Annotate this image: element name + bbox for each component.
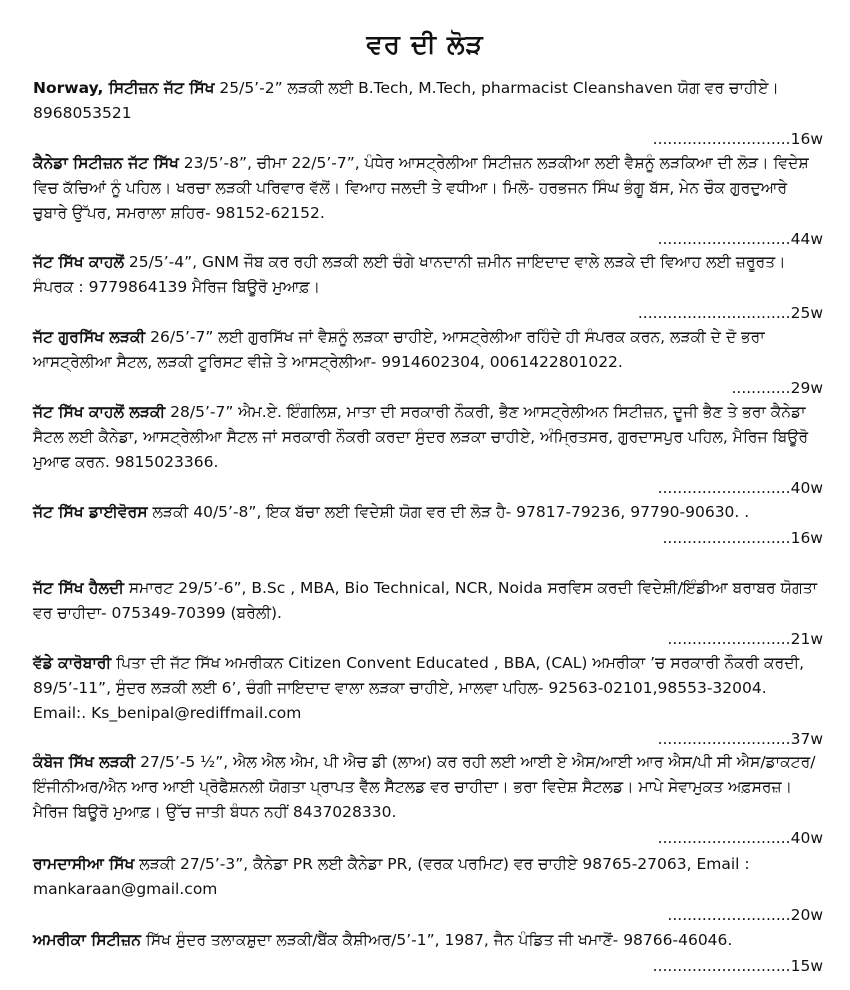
- ad-heading: ਕੈਨੇਡਾ ਸਿਟੀਜ਼ਨ ਜੱਟ ਸਿੱਖ: [33, 154, 179, 172]
- ad-item: [33, 400, 823, 501]
- ad-item: [33, 750, 823, 851]
- ad-body: ਲੜਕੀ 40/5’-8”, ਇਕ ਬੱਚਾ ਲਈ ਵਿਦੇਸ਼ੀ ਯੋਗ ਵਰ ਦੀ ਲੋੜ ਹੈ- 97817-79236, 97790-90630. .: [147, 503, 750, 521]
- ad-heading: ਜੱਟ ਸਿੱਖ ਕਾਹਲੋਂ: [33, 253, 124, 271]
- ad-body: 25/5’-4”, GNM ਜੌਬ ਕਰ ਰਹੀ ਲੜਕੀ ਲਈ ਚੰਗੇ ਖਾਨਦਾਨੀ ਜ਼ਮੀਨ ਜਾਇਦਾਦ ਵਾਲੇ ਲੜਕੇ ਦੀ ਵਿਆਹ ਲਈ ਜ਼ਰੂਰਤ। ਸੰਪਰਕ : 9779864139 ਮੈਰਿਜ ਬਿਊਰੋ ਮੁਆਫ਼।: [33, 253, 786, 296]
- ad-heading: ਜੱਟ ਗੁਰਸਿੱਖ ਲੜਕੀ: [33, 328, 146, 346]
- page-title: ਵਰ ਦੀ ਲੋੜ: [366, 30, 484, 60]
- ad-item: [33, 151, 823, 252]
- ad-body: 26/5’-7” ਲਈ ਗੁਰਸਿੱਖ ਜਾਂ ਵੈਸ਼ਨੂੰ ਲੜਕਾ ਚਾਹੀਏ, ਆਸਟ੍ਰੇਲੀਆ ਰਹਿੰਦੇ ਹੀ ਸੰਪਰਕ ਕਰਨ, ਲੜਕੀ ਦੇ ਦੋ ਭਰਾ ਆਸਟ੍ਰੇਲੀਆ ਸੈਟਲ, ਲੜਕੀ ਟੂਰਿਸਟ ਵੀਜ਼ੇ ਤੇ ਆਸਟ੍ਰੇਲੀਆ- 9914602304, 0061422801022.: [33, 328, 765, 371]
- ad-item: [33, 928, 823, 979]
- ad-item: [33, 651, 823, 752]
- ad-item: [33, 325, 823, 401]
- ad-code: .........................20w: [667, 906, 823, 924]
- ad-body: 28/5’-7” ਐਮ.ਏ. ਇੰਗਲਿਸ਼, ਮਾਤਾ ਦੀ ਸਰਕਾਰੀ ਨੌਕਰੀ, ਭੈਣ ਆਸਟ੍ਰੇਲੀਅਨ ਸਿਟੀਜ਼ਨ, ਦੂਜੀ ਭੈਣ ਤੇ ਭਰਾ ਕੈਨੇਡਾ ਸੈਟਲ ਲਈ ਕੈਨੇਡਾ, ਆਸਟ੍ਰੇਲੀਆ ਸੈਟਲ ਜਾਂ ਸਰਕਾਰੀ ਨੌਕਰੀ ਕਰਦਾ ਸੁੰਦਰ ਲੜਕਾ ਚਾਹੀਏ, ਅੰਮ੍ਰਿਤਸਰ, ਗੁਰਦਾਸਪੁਰ ਪਹਿਲ, ਮੈਰਿਜ ਬਿਊਰੋ ਮੁਆਫ ਕਰਨ. 9815023366.: [33, 403, 809, 471]
- ad-body: ਸਮਾਰਟ 29/5’-6”, B.Sc , MBA, Bio Technical, NCR, Noida ਸਰਵਿਸ ਕਰਦੀ ਵਿਦੇਸ਼ੀ/ਇੰਡੀਆ ਬਰਾਬਰ ਯੋਗਤਾ ਵਰ ਚਾਹੀਦਾ- 075349-70399 (ਬਰੇਲੀ).: [33, 579, 818, 622]
- ad-body: ਪਿਤਾ ਦੀ ਜੱਟ ਸਿੱਖ ਅਮਰੀਕਨ Citizen Convent Educated , BBA, (CAL) ਅਮਰੀਕਾ ’ਚ ਸਰਕਾਰੀ ਨੌਕਰੀ ਕਰਦੀ, 89/5’-11”, ਸੁੰਦਰ ਲੜਕੀ ਲਈ 6’, ਚੰਗੀ ਜਾਇਦਾਦ ਵਾਲਾ ਲੜਕਾ ਚਾਹੀਏ, ਮਾਲਵਾ ਪਹਿਲ- 92563-02101,98553-32004. Email:. Ks_benipal@rediffmail.com: [33, 654, 805, 722]
- ad-code: ..........................16w: [662, 529, 823, 547]
- ad-code: ...........................37w: [657, 730, 823, 748]
- ad-heading: ਜੱਟ ਸਿੱਖ ਡਾਈਵੋਰਸ: [33, 503, 148, 521]
- ad-body: 23/5’-8”, ਚੀਮਾ 22/5’-7”, ਪੰਧੇਰ ਆਸਟ੍ਰੇਲੀਆ ਸਿਟੀਜ਼ਨ ਲੜਕੀਆ ਲਈ ਵੈਸ਼ਨੂੰ ਲੜਕਿਆ ਦੀ ਲੋੜ। ਵਿਦੇਸ਼ ਵਿਚ ਕੱਚਿਆਂ ਨੂੰ ਪਹਿਲ। ਖਰਚਾ ਲੜਕੀ ਪਰਿਵਾਰ ਵੱਲੋਂ। ਵਿਆਹ ਜਲਦੀ ਤੇ ਵਧੀਆ। ਮਿਲੋ- ਹਰਭਜਨ ਸਿੰਘ ਭੰਗੂ ਬੱਸ, ਮੇਨ ਚੌਕ ਗੁਰਦੁਆਰੇ ਚੁਬਾਰੇ ਉੱਪਰ, ਸਮਰਾਲਾ ਸ਼ਹਿਰ- 98152-62152.: [33, 154, 809, 222]
- ad-heading: ਅਮਰੀਕਾ ਸਿਟੀਜ਼ਨ: [33, 931, 141, 949]
- ad-item: [33, 576, 823, 652]
- ad-item: [33, 250, 823, 326]
- ad-code: .........................21w: [667, 630, 823, 648]
- ad-body: 25/5’-2” ਲੜਕੀ ਲਈ B.Tech, M.Tech, pharmacist Cleanshaven ਯੋਗ ਵਰ ਚਾਹੀਏ। 8968053521: [33, 79, 779, 122]
- ad-code: ............................15w: [652, 957, 823, 975]
- ad-heading: Norway, ਸਿਟੀਜ਼ਨ ਜੱਟ ਸਿੱਖ: [33, 79, 215, 97]
- ad-code: ...........................44w: [657, 230, 823, 248]
- ad-heading: ਜੱਟ ਸਿੱਖ ਕਾਹਲੋਂ ਲੜਕੀ: [33, 403, 166, 421]
- ad-heading: ਵੱਡੇ ਕਾਰੋਬਾਰੀ: [33, 654, 112, 672]
- ad-heading: ਜੱਟ ਸਿੱਖ ਹੈਲਦੀ: [33, 579, 124, 597]
- ad-item: [33, 76, 823, 152]
- ad-heading: ਕੰਬੋਜ ਸਿੱਖ ਲੜਕੀ: [33, 753, 136, 771]
- ad-code: ............................16w: [652, 130, 823, 148]
- ad-item: [33, 500, 823, 551]
- ad-code: ...........................40w: [657, 479, 823, 497]
- ad-body: ਸਿੱਖ ਸੁੰਦਰ ਤਲਾਕਸ਼ੁਦਾ ਲੜਕੀ/ਬੈਂਕ ਕੈਸ਼ੀਅਰ/5’-1”, 1987, ਜੈਨ ਪੰਡਿਤ ਜੀ ਖਮਾਣੋਂ- 98766-46046.: [140, 931, 733, 949]
- ad-body: 27/5’-5 ½”, ਐਲ ਐਲ ਐਮ, ਪੀ ਐਚ ਡੀ (ਲਾਅ) ਕਰ ਰਹੀ ਲਈ ਆਈ ਏ ਐਸ/ਆਈ ਆਰ ਐਸ/ਪੀ ਸੀ ਐਸ/ਡਾਕਟਰ/ਇੰਜੀਨੀਅਰ/ਐਨ ਆਰ ਆਈ ਪ੍ਰੋਫੈਸ਼ਨਲੀ ਯੋਗਤਾ ਪ੍ਰਾਪਤ ਵੈੱਲ ਸੈੱਟਲਡ ਵਰ ਚਾਹੀਦਾ। ਭਰਾ ਵਿਦੇਸ਼ ਸੈਟਲਡ। ਮਾਪੇ ਸੇਵਾਮੁਕਤ ਅਫ਼ਸਰਜ਼। ਮੈਰਿਜ ਬਿਊਰੋ ਮੁਆਫ਼। ਉੱਚ ਜਾਤੀ ਬੰਧਨ ਨਹੀਂ 8437028330.: [33, 753, 816, 821]
- ad-heading: ਰਾਮਦਾਸੀਆ ਸਿੱਖ: [33, 855, 135, 873]
- ad-item: [33, 852, 823, 928]
- ad-code: ............29w: [731, 379, 823, 397]
- ad-code: ...........................40w: [657, 829, 823, 847]
- ad-code: ...............................25w: [637, 304, 823, 322]
- ad-body: ਲੜਕੀ 27/5’-3”, ਕੈਨੇਡਾ PR ਲਈ ਕੈਨੇਡਾ PR, (ਵਰਕ ਪਰਮਿਟ) ਵਰ ਚਾਹੀਏ 98765-27063, Email : mankaraan@gmail.com: [33, 855, 750, 898]
